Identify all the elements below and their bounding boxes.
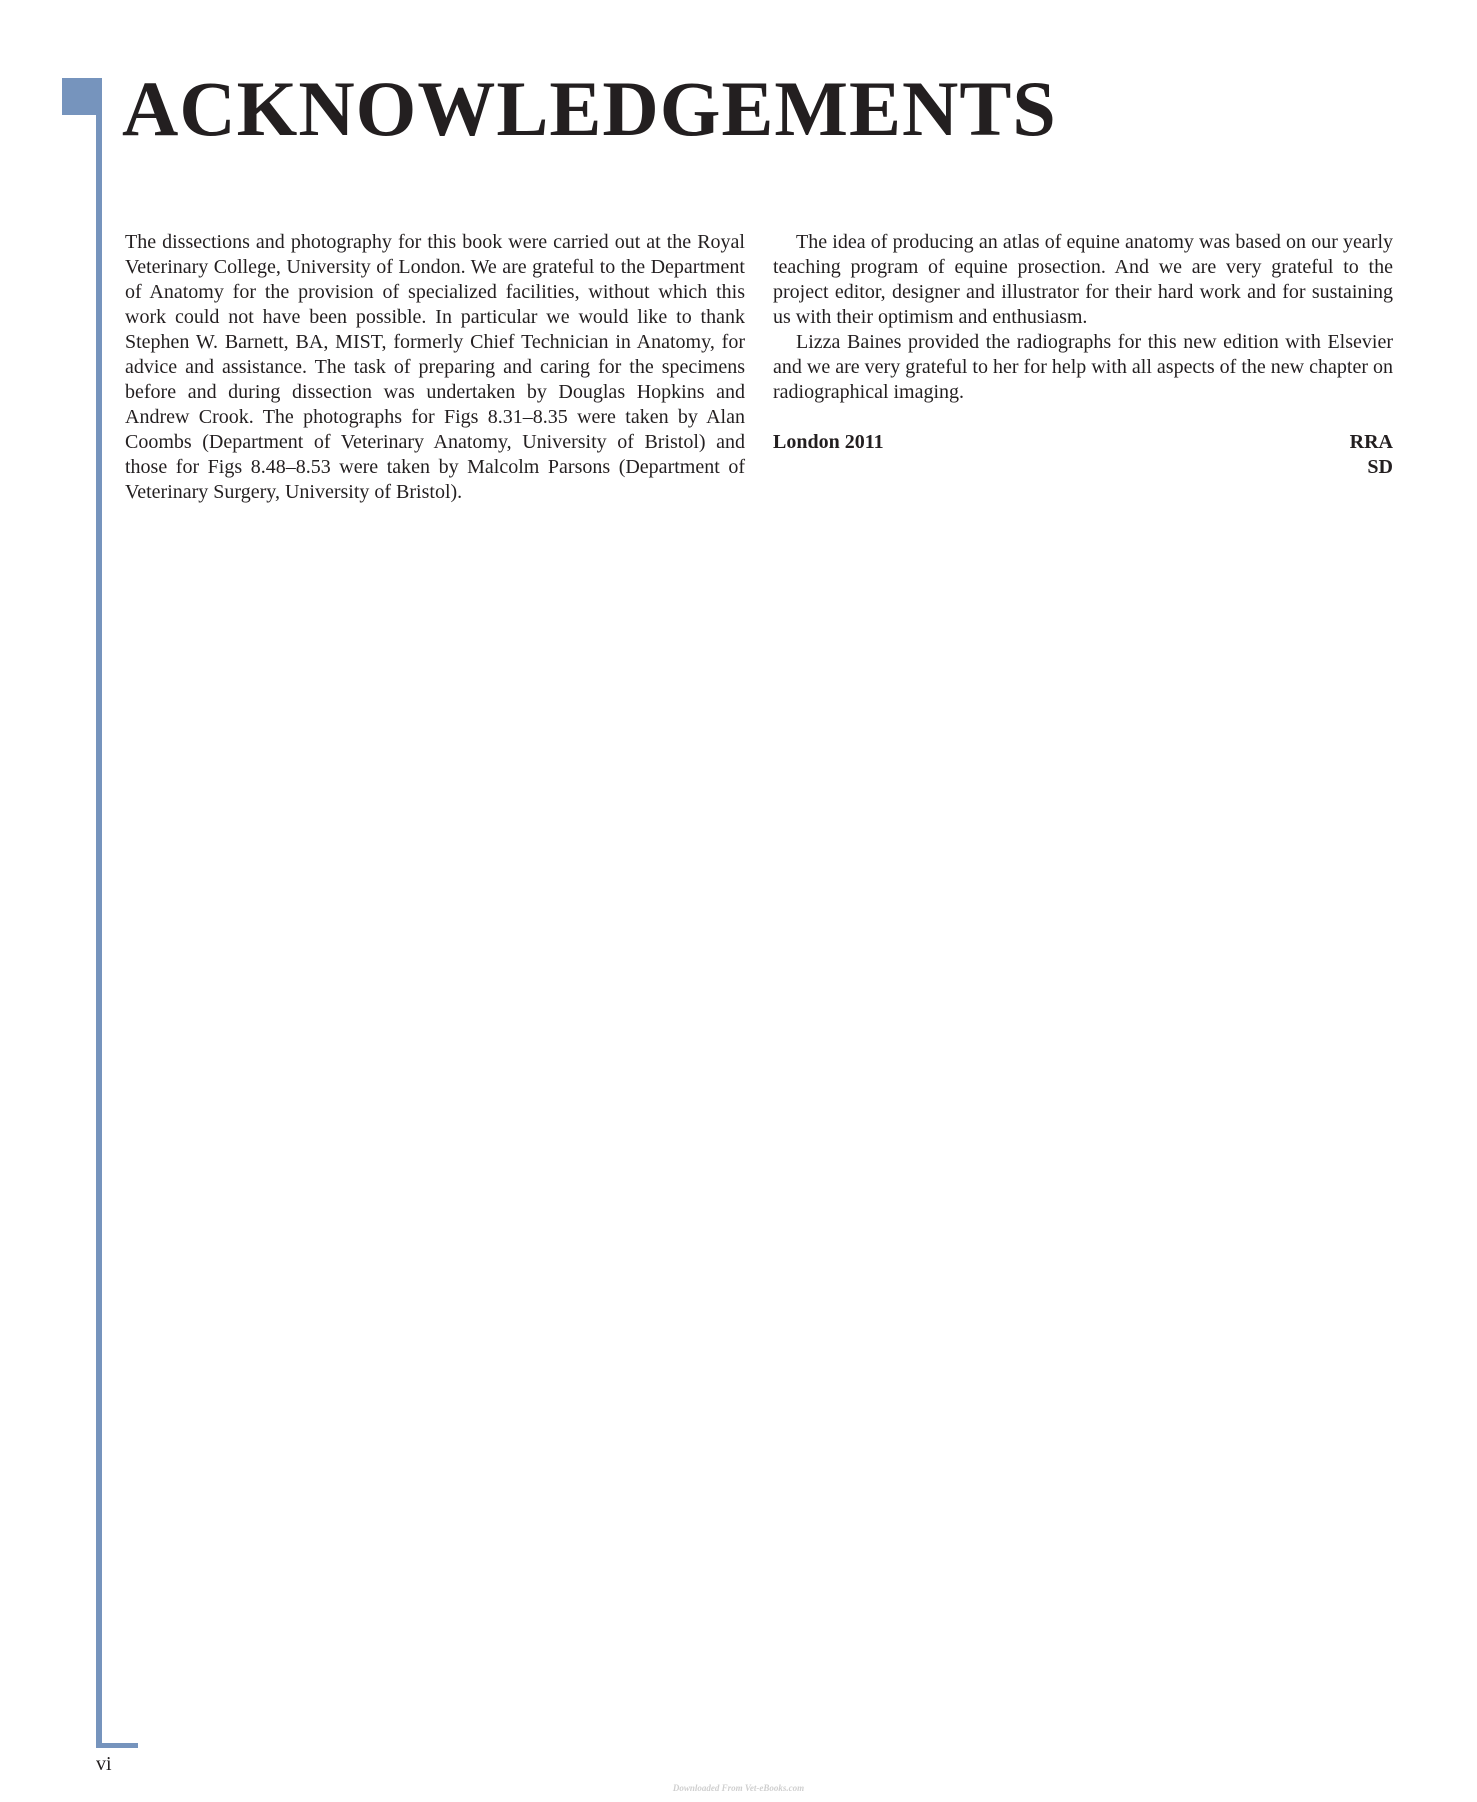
margin-rule (96, 78, 102, 1748)
acknowledgement-paragraph: The dissections and photography for this book were carried out at the Royal Veterinary College, University of London. We are grateful to the Department of Anatomy for the provision of specialized facilities, without which this work could not have been possible. In particular we would like to thank Stephen W. Barnett, BA, MIST, formerly Chief Technician in Anatomy, for advice and assistance. The task of preparing and caring for the specimens before and during dissection was undertaken by Douglas Hopkins and Andrew Crook. The photographs for Figs 8.31–8.35 were taken by Alan Coombs (Department of Veterinary Anatomy, University of Bristol) and those for Figs 8.48–8.53 were taken by Malcolm Parsons (Department of Veterinary Surgery, University of Bristol). (125, 231, 745, 503)
left-column (125, 230, 745, 505)
signoff-initials: RRA (1349, 431, 1393, 453)
page-title: ACKNOWLEDGEMENTS (122, 65, 1057, 152)
watermark: Downloaded From Vet-eBooks.com (672, 1783, 805, 1793)
acknowledgement-paragraph: Lizza Baines provided the radiographs for this new edition with Elsevier and we are very grateful to her for help with all aspects of the new chapter on radiographical imaging. (773, 331, 1393, 403)
right-column (773, 230, 1393, 480)
chapter-accent-square (62, 78, 99, 115)
signoff (773, 430, 1393, 480)
signoff-place-date: London 2011 (773, 431, 884, 453)
acknowledgement-paragraph: The idea of producing an atlas of equine anatomy was based on our yearly teaching program of equine prosection. And we are very grateful to the project editor, designer and illustrator for their hard work and for sustaining us with their optimism and enthusiasm. (773, 231, 1393, 328)
page-number: vi (96, 1753, 112, 1775)
signoff-initials: SD (1367, 456, 1393, 478)
margin-rule-foot (96, 1743, 138, 1748)
